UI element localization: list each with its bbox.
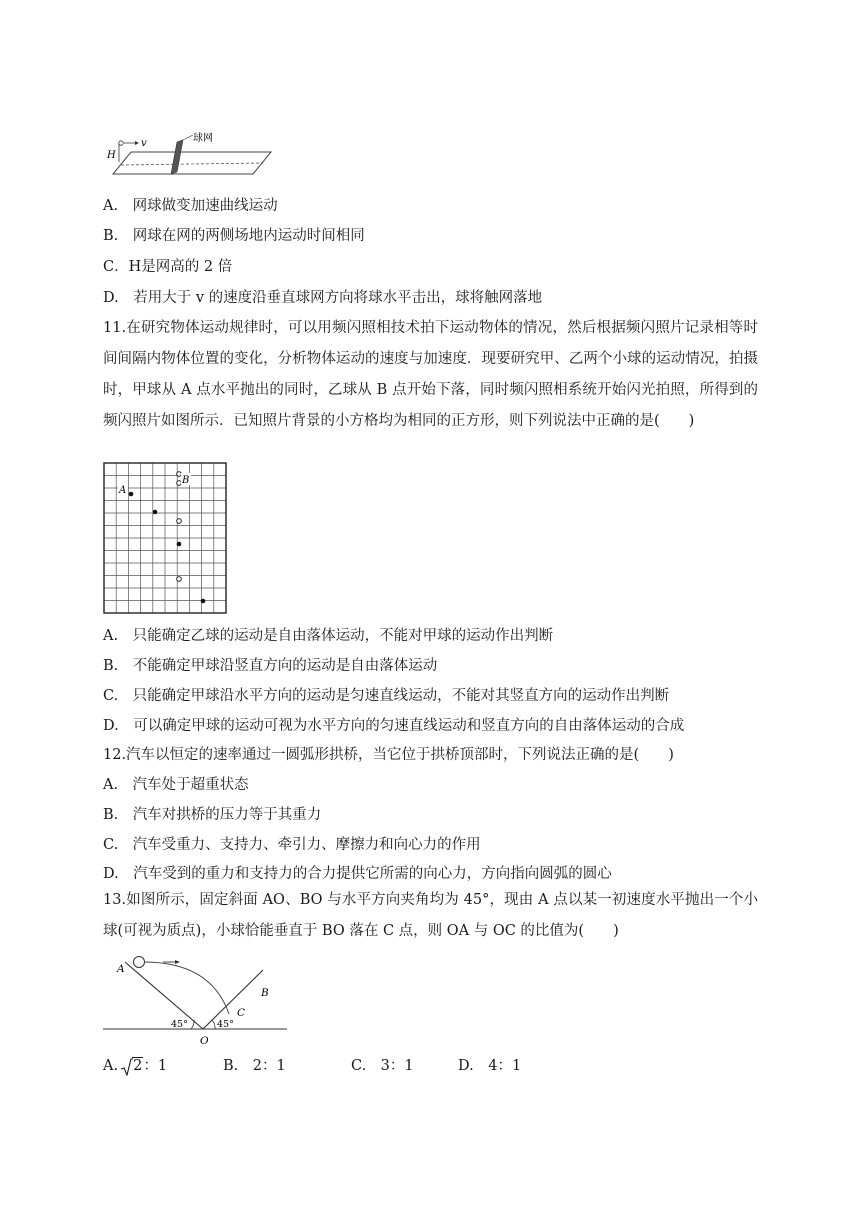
velocity-label: v bbox=[141, 138, 147, 149]
q12-option-c: C. 汽车受重力、支持力、牵引力、摩擦力和向心力的作用 bbox=[103, 837, 481, 853]
q10-option-d: D. 若用大于 v 的速度沿垂直球网方向将球水平击出，球将触网落地 bbox=[103, 290, 543, 306]
ball-b-pos-4 bbox=[177, 577, 182, 582]
ball-b-pos-1 bbox=[177, 472, 182, 477]
ball-a-pos-2 bbox=[153, 510, 158, 515]
label-a: A bbox=[117, 963, 125, 975]
label-o: O bbox=[200, 1035, 209, 1046]
ball-b-pos-2 bbox=[177, 481, 182, 486]
q11-option-a: A. 只能确定乙球的运动是自由落体运动，不能对甲球的运动作出判断 bbox=[103, 628, 554, 644]
q13-option-b: B. 2：1 bbox=[223, 1058, 286, 1074]
label-b: B bbox=[182, 475, 190, 486]
slope-ao bbox=[125, 962, 203, 1029]
ball-a-pos-4 bbox=[201, 599, 206, 604]
ball-a-pos-3 bbox=[177, 542, 182, 547]
q13-option-d: D. 4：1 bbox=[458, 1058, 522, 1074]
label-b: B bbox=[261, 987, 269, 999]
q13-slope-figure bbox=[103, 950, 289, 1046]
q11-option-c: C. 只能确定甲球沿水平方向的运动是匀速直线运动，不能对其竖直方向的运动作出判断 bbox=[103, 688, 670, 704]
q13-option-a: A. 2：1 bbox=[103, 1058, 168, 1074]
angle-right-label: 45° bbox=[217, 1019, 234, 1030]
q10-option-c: C．H是网高的 2 倍 bbox=[103, 259, 233, 275]
ball-b-pos-3 bbox=[177, 519, 182, 524]
angle-left-label: 45° bbox=[171, 1019, 188, 1030]
tennis-court-diagram bbox=[103, 132, 273, 178]
q12-stem: 12.汽车以恒定的速率通过一圆弧形拱桥，当它位于拱桥顶部时，下列说法正确的是( ) bbox=[103, 747, 674, 763]
q12-option-d: D. 汽车受到的重力和支持力的合力提供它所需的向心力，方向指向圆弧的圆心 bbox=[103, 866, 612, 882]
q10-option-b: B. 网球在网的两侧场地内运动时间相同 bbox=[103, 228, 365, 244]
q12-option-a: A. 汽车处于超重状态 bbox=[103, 777, 249, 793]
inclined-planes-diagram bbox=[103, 950, 289, 1046]
strobe-grid bbox=[103, 462, 227, 614]
ball bbox=[134, 957, 145, 968]
q13-option-c: C. 3：1 bbox=[351, 1058, 414, 1074]
q11-strobe-photo-figure bbox=[103, 462, 227, 614]
height-label: H bbox=[107, 150, 116, 161]
q11-option-b: B. 不能确定甲球沿竖直方向的运动是自由落体运动 bbox=[103, 658, 438, 674]
q11-stem: 11.在研究物体运动规律时，可以用频闪照相技术拍下运动物体的情况，然后根据频闪照片记录相等时间间隔内物体位置的变化，分析物体运动的速度与加速度．现要研究甲、乙两个小球的运动情况，拍摄时，甲球从 A 点水平抛出的同时，乙球从 B 点开始下落，同时频闪照相系统开始闪光拍照，所得到的频闪照片如图所示．已知照片背景的小方格均为相同的正方形，则下列说法中正确的是( ) bbox=[103, 320, 758, 429]
ball-a-pos-1 bbox=[129, 492, 134, 497]
q11-option-d: D. 可以确定甲球的运动可视为水平方向的匀速直线运动和竖直方向的自由落体运动的合成 bbox=[103, 718, 685, 734]
sqrt-symbol bbox=[121, 1058, 133, 1076]
q12-option-b: B. 汽车对拱桥的压力等于其重力 bbox=[103, 807, 322, 823]
label-a: A bbox=[119, 485, 127, 496]
label-c: C bbox=[237, 1007, 246, 1019]
net-label: 球网 bbox=[193, 133, 213, 144]
q10-option-a: A. 网球做变加速曲线运动 bbox=[103, 198, 278, 214]
q10-tennis-figure bbox=[103, 132, 273, 178]
q13-stem: 13.如图所示，固定斜面 AO、BO 与水平方向夹角均为 45°，现由 A 点以某一初速度水平抛出一个小球(可视为质点)，小球恰能垂直于 BO 落在 C 点，则 OA 与 OC 的比值为( ) bbox=[103, 892, 758, 939]
trajectory bbox=[144, 962, 229, 1014]
